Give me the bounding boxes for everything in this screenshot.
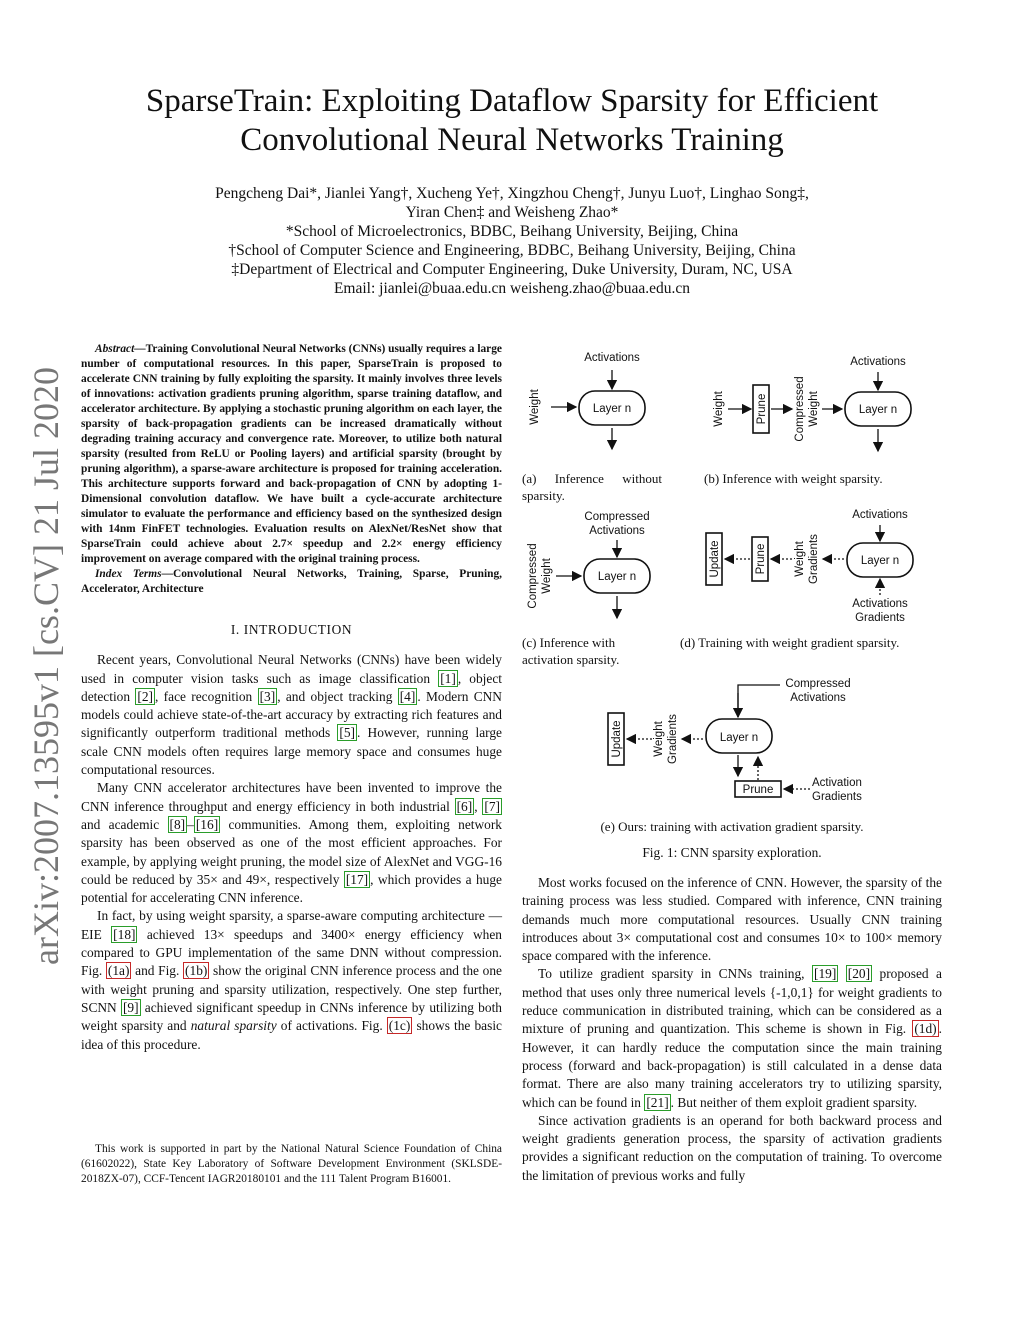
caption-b: (b) Inference with weight sparsity. bbox=[704, 471, 883, 486]
label-compressed: Compressed bbox=[584, 511, 650, 523]
citation-link[interactable]: [8] bbox=[169, 816, 186, 832]
label-layer: Layer n bbox=[858, 404, 898, 416]
label-activation: Activation bbox=[812, 777, 862, 789]
citation-link[interactable]: [20] bbox=[847, 966, 871, 982]
citation-link[interactable]: [18] bbox=[113, 926, 136, 942]
label-weight: Weight bbox=[529, 389, 541, 425]
subfigure-c bbox=[527, 511, 650, 618]
intro-paragraph-3: In fact, by using weight sparsity, a sparse-aware computing architecture — EIE [18] achieved 13× speedups and 3400× energy efficiency when compared to GPU implementation of the same DNN without compression. Fig. (1a) and Fig. (1b) show the original CNN inference process and the one with weight pruning and sparsity utilization, respectively. One step further, SCNN [9] achieved significant speedup in CNNs inference by utilizing both weight sparsity and natural sparsity of activations. Fig. (1c) shows the basic idea of this procedure. bbox=[81, 908, 503, 1052]
label-gradients: Gradients bbox=[808, 534, 820, 584]
affiliation-1: *School of Microelectronics, BDBC, Beihang University, Beijing, China bbox=[285, 223, 739, 240]
label-layer: Layer n bbox=[597, 571, 637, 583]
title-line-1: SparseTrain: Exploiting Dataflow Sparsity for Efficient bbox=[145, 83, 879, 119]
affiliation-2: †School of Computer Science and Engineering, BDBC, Beihang University, Beijing, China bbox=[228, 242, 796, 259]
label-compressed: Compressed bbox=[527, 543, 539, 609]
caption-d: (d) Training with weight gradient sparsity. bbox=[680, 635, 900, 650]
citation-link[interactable]: [16] bbox=[195, 816, 219, 832]
email-line: Email: jianlei@buaa.edu.cn weisheng.zhao@buaa.edu.cn bbox=[333, 280, 691, 297]
left-column bbox=[81, 342, 502, 1054]
label-layer: Layer n bbox=[592, 403, 632, 415]
index-terms-text: Convolutional Neural Networks, Training, Sparse, Pruning, Accelerator, Architecture bbox=[81, 568, 502, 595]
author-line-2: Yiran Chen‡ and Weisheng Zhao* bbox=[405, 204, 619, 221]
citation-link[interactable]: [19] bbox=[813, 966, 837, 982]
figure-caption: Fig. 1: CNN sparsity exploration. bbox=[642, 845, 822, 860]
index-terms-lead: Index Terms— bbox=[95, 568, 173, 580]
citation-link[interactable]: [9] bbox=[122, 999, 139, 1015]
label-gradients: Gradients bbox=[855, 612, 905, 624]
intro-paragraph-1: Recent years, Convolutional Neural Networks (CNNs) have been widely used in computer vision tasks such as image classification [1] , object detection [2] , face recognition [3] , and object tracking [4] . Modern CNN models could achieve state-of-the-art accuracy by extracting rich features and significantly outperform traditional methods [5] . However, running large scale CNN models often requires large memory space and consumes huge computational resources. bbox=[81, 652, 502, 778]
figure-ref-link[interactable]: (1d) bbox=[914, 1021, 937, 1037]
subfigure-d bbox=[706, 509, 913, 624]
caption-a: (a) Inference without sparsity. bbox=[522, 471, 662, 503]
caption-c: (c) Inference with activation sparsity. bbox=[522, 635, 620, 667]
label-weight: Weight bbox=[713, 391, 725, 427]
label-weight: Weight bbox=[794, 541, 806, 577]
arxiv-stamp bbox=[22, 360, 66, 970]
citation-link[interactable]: [1] bbox=[440, 670, 456, 686]
label-update: Update bbox=[611, 720, 623, 758]
caption-e: (e) Ours: training with activation gradient sparsity. bbox=[600, 819, 864, 834]
label-compressed: Compressed bbox=[785, 678, 851, 690]
label-activations: Activations bbox=[589, 525, 645, 537]
abstract bbox=[81, 342, 502, 597]
author-block bbox=[80, 184, 944, 298]
label-weight: Weight bbox=[653, 721, 665, 757]
label-weight: Weight bbox=[541, 558, 553, 594]
section-heading-intro: I. INTRODUCTION bbox=[230, 622, 353, 637]
funding-footnote: This work is supported in part by the National Natural Science Foundation of China (61602022), State Key Laboratory of Software Development Environment (SKLSDE-2018ZX-07), CCF-Tencent IAGR20180101 and the 111 Talent Program B16001. bbox=[81, 1143, 502, 1185]
abstract-lead: Abstract— bbox=[95, 343, 146, 355]
label-activations: Activations bbox=[790, 692, 846, 704]
citation-link[interactable]: [3] bbox=[259, 688, 276, 704]
label-prune: Prune bbox=[742, 784, 774, 796]
label-layer: Layer n bbox=[719, 732, 759, 744]
label-gradients: Gradients bbox=[667, 714, 679, 764]
figure-ref-link[interactable]: (1a) bbox=[107, 963, 130, 979]
label-layer: Layer n bbox=[860, 555, 900, 567]
citation-link[interactable]: [7] bbox=[484, 798, 500, 814]
paper-title bbox=[80, 82, 944, 160]
abstract-text: Training Convolutional Neural Networks (CNNs) usually requires a large number of computational resources. In this paper, SparseTrain is proposed to accelerate CNN training by fully exploiting the sparsity. It mainly involves three levels of innovations: activation gradients pruning algorithm, sparse training dataflow, and accelerator architecture. By applying a stochastic pruning algorithm on each layer, the sparsity of back-propagation gradients can be increased dramatically without degrading training accuracy and convergence rate. Moreover, to utilize both natural sparsity (resulted from ReLU or Pooling layers) and artificial sparsity (brought by pruning algorithm), a sparse-aware architecture is proposed for training acceleration. This architecture supports forward and back-propagation of CNN by adopting 1-Dimensional convolution dataflow. We have built a cycle-accurate architecture simulator to evaluate the performance and efficiency based on the synthesized design with 14nm FinFET technologies. Evaluation results on AlexNet/ResNet show that SparseTrain could achieve about 2.7× speedup and 2.2× energy efficiency improvement on average compared with the original training process. bbox=[81, 343, 502, 565]
subfigure-e bbox=[608, 678, 862, 803]
figure-1 bbox=[520, 345, 1020, 825]
subfigure-a bbox=[529, 352, 645, 449]
label-activations: Activations bbox=[850, 356, 906, 368]
label-prune: Prune bbox=[756, 393, 768, 425]
subfigure-b bbox=[713, 356, 911, 451]
right-paragraph-1: Most works focused on the inference of CNN. However, the sparsity of the training process was less studied. Compared with inference, CNN training demands much more computational resources. Usually CNN training introduces about 3× computational cost and consumes 10× to 100× memory space compared with the inference. bbox=[522, 875, 942, 964]
label-compressed: Compressed bbox=[794, 376, 806, 442]
author-line-1: Pengcheng Dai*, Jianlei Yang†, Xucheng Ye†, Xingzhou Cheng†, Junyu Luo†, Linghao Song‡, bbox=[215, 185, 809, 202]
intro-paragraph-2: Many CNN accelerator architectures have been invented to improve the CNN inference throughput and energy efficiency in both industrial [6] , [7] and academic [8] – [16] communities. Among them, exploiting network sparsity has been observed as one of the most efficient approaches. For example, by applying weight pruning, the model size of AlexNet and VGG-16 could be reduced by 35× and 49×, respectively [17] , which provides a huge potential for accelerating CNN inference. bbox=[81, 780, 502, 906]
affiliation-3: ‡Department of Electrical and Computer Engineering, Duke University, Duram, NC, USA bbox=[231, 261, 793, 278]
citation-link[interactable]: [6] bbox=[456, 798, 473, 814]
arxiv-id: arXiv:2007.13595v1 [cs.CV] 21 Jul 2020 bbox=[26, 367, 66, 965]
citation-link[interactable]: [17] bbox=[345, 871, 369, 887]
right-paragraph-2: To utilize gradient sparsity in CNNs training, [19] [20] proposed a method that uses only three numerical levels {-1,0,1} for weight gradients to reduce communication in distributed training, which can be considered as a mixture of pruning and quantization. This scheme is shown in Fig. (1d) . However, it can hardly reduce the computation since the main training process (forward and back-propagation) is still calculated in a dense data format. There are also many training accelerators try to utilizing sparsity, which can be found in [21] . But neither of them exploit gradient sparsity. bbox=[522, 966, 942, 1110]
label-prune: Prune bbox=[755, 543, 767, 575]
citation-link[interactable]: [4] bbox=[399, 688, 416, 704]
figure-ref-link[interactable]: (1b) bbox=[185, 963, 208, 979]
label-activations: Activations bbox=[584, 352, 640, 364]
label-update: Update bbox=[709, 540, 721, 578]
label-gradients: Gradients bbox=[812, 791, 862, 803]
label-weight: Weight bbox=[808, 391, 820, 427]
label-activations: Activations bbox=[852, 598, 908, 610]
right-column bbox=[522, 874, 942, 1185]
citation-link[interactable]: [5] bbox=[339, 725, 355, 741]
right-paragraph-3: Since activation gradients is an operand for both backward process and weight gradients generation process, the sparsity of activation gradients provides a significant reduction on the computation of training. To overcome the limitation of previous works and fully bbox=[522, 1112, 942, 1183]
citation-link[interactable]: [21] bbox=[646, 1094, 669, 1110]
label-activations: Activations bbox=[852, 509, 908, 521]
figure-ref-link[interactable]: (1c) bbox=[388, 1018, 411, 1034]
title-line-2: Convolutional Neural Networks Training bbox=[240, 122, 784, 158]
citation-link[interactable]: [2] bbox=[137, 688, 154, 704]
